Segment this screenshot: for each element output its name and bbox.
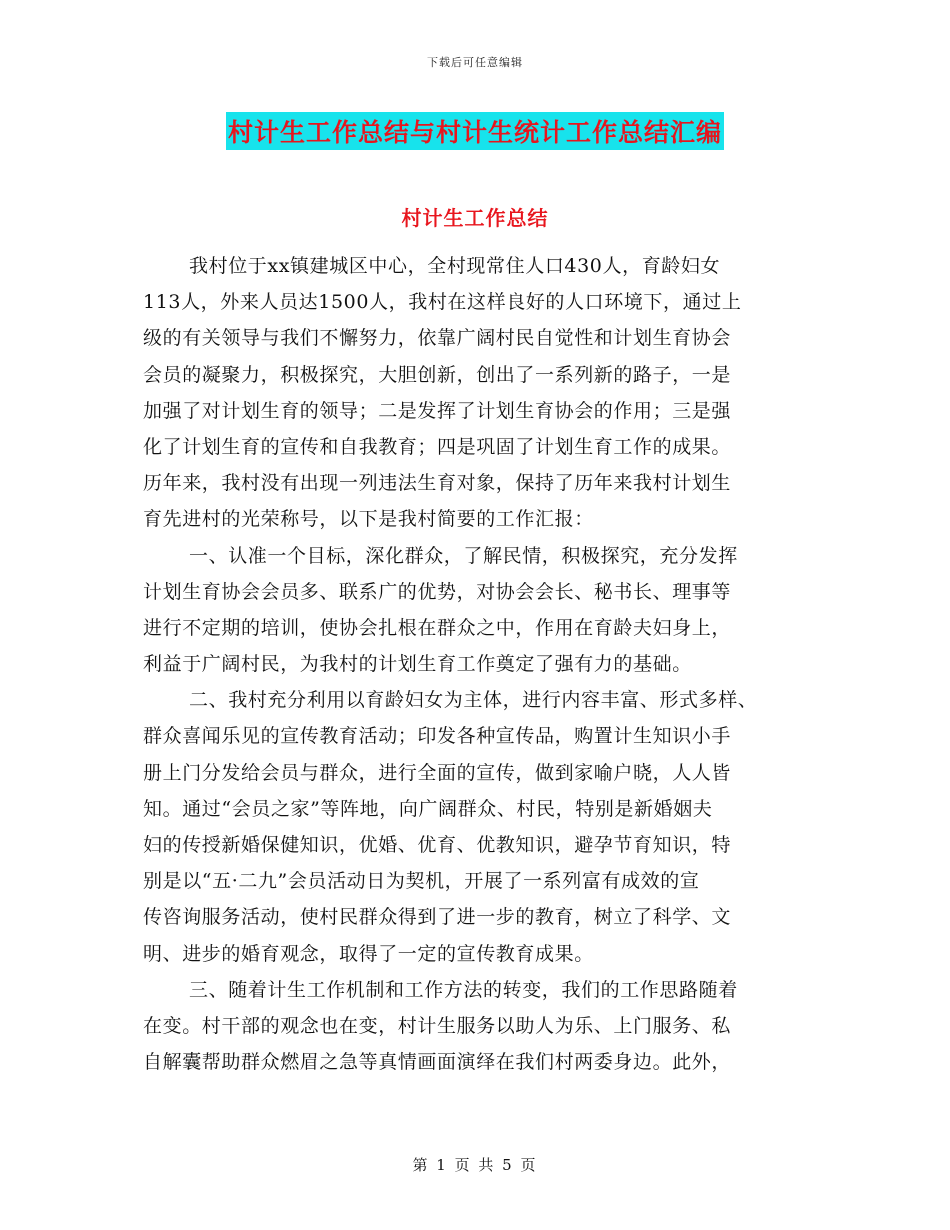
- text-line: 化了计划生育的宣传和自我教育；四是巩固了计划生育工作的成果。: [143, 435, 732, 458]
- text-line: 册上门分发给会员与群众，进行全面的宣传，做到家喻户晓，人人皆: [143, 761, 732, 784]
- section-title: 村计生工作总结: [401, 206, 549, 230]
- text-line: 自解囊帮助群众燃眉之急等真情画面演绎在我们村两委身边。此外，: [143, 1051, 732, 1074]
- text-line: 一、认准一个目标，深化群众，了解民情，积极探究，充分发挥: [189, 544, 738, 567]
- text-line: 级的有关领导与我们不懈努力，依靠广阔村民自觉性和计划生育协会: [143, 327, 732, 350]
- text-line: 二、我村充分利用以育龄妇女为主体，进行内容丰富、形式多样、: [189, 689, 758, 712]
- text-line: 113人，外来人员达1500人，我村在这样良好的人口环境下，通过上: [143, 291, 742, 314]
- text-line: 会员的凝聚力，积极探究，大胆创新，创出了一系列新的路子，一是: [143, 363, 732, 386]
- text-line: 别是以“五·二九”会员活动日为契机，开展了一系列富有成效的宣: [143, 870, 700, 893]
- text-line: 利益于广阔村民，为我村的计划生育工作奠定了强有力的基础。: [143, 653, 692, 676]
- document-title-text: 村计生工作总结与村计生统计工作总结汇编: [226, 112, 724, 150]
- text-line: 加强了对计划生育的领导；二是发挥了计划生育协会的作用；三是强: [143, 399, 732, 422]
- text-line: 妇的传授新婚保健知识，优婚、优育、优教知识，避孕节育知识，特: [143, 834, 732, 856]
- text-line: 育先进村的光荣称号，以下是我村简要的工作汇报：: [143, 508, 594, 531]
- text-line: 在变。村干部的观念也在变，村计生服务以助人为乐、上门服务、私: [143, 1014, 732, 1037]
- text-line: 明、进步的婚育观念，取得了一定的宣传教育成果。: [143, 942, 594, 965]
- text-line: 计划生育协会会员多、联系广的优势，对协会会长、秘书长、理事等: [143, 580, 732, 603]
- text-line: 我村位于xx镇建城区中心，全村现常住人口430人，育龄妇女: [189, 255, 721, 277]
- body-text: [143, 248, 807, 1080]
- text-line: 三、随着计生工作机制和工作方法的转变，我们的工作思路随着: [189, 978, 738, 1001]
- text-line: 历年来，我村没有出现一列违法生育对象，保持了历年来我村计划生: [143, 472, 732, 495]
- header-note: 下载后可任意编辑: [427, 56, 523, 69]
- text-line: 进行不定期的培训，使协会扎根在群众之中，作用在育龄夫妇身上，: [143, 616, 732, 639]
- text-line: 群众喜闻乐见的宣传教育活动；印发各种宣传品，购置计生知识小手: [143, 725, 732, 748]
- document-title: [0, 112, 950, 150]
- text-line: 传咨询服务活动，使村民群众得到了进一步的教育，树立了科学、文: [143, 906, 732, 929]
- text-line: 知。通过“会员之家”等阵地，向广阔群众、村民，特别是新婚姻夫: [143, 797, 713, 820]
- page-number-footer: 第 1 页 共 5 页: [412, 1156, 538, 1174]
